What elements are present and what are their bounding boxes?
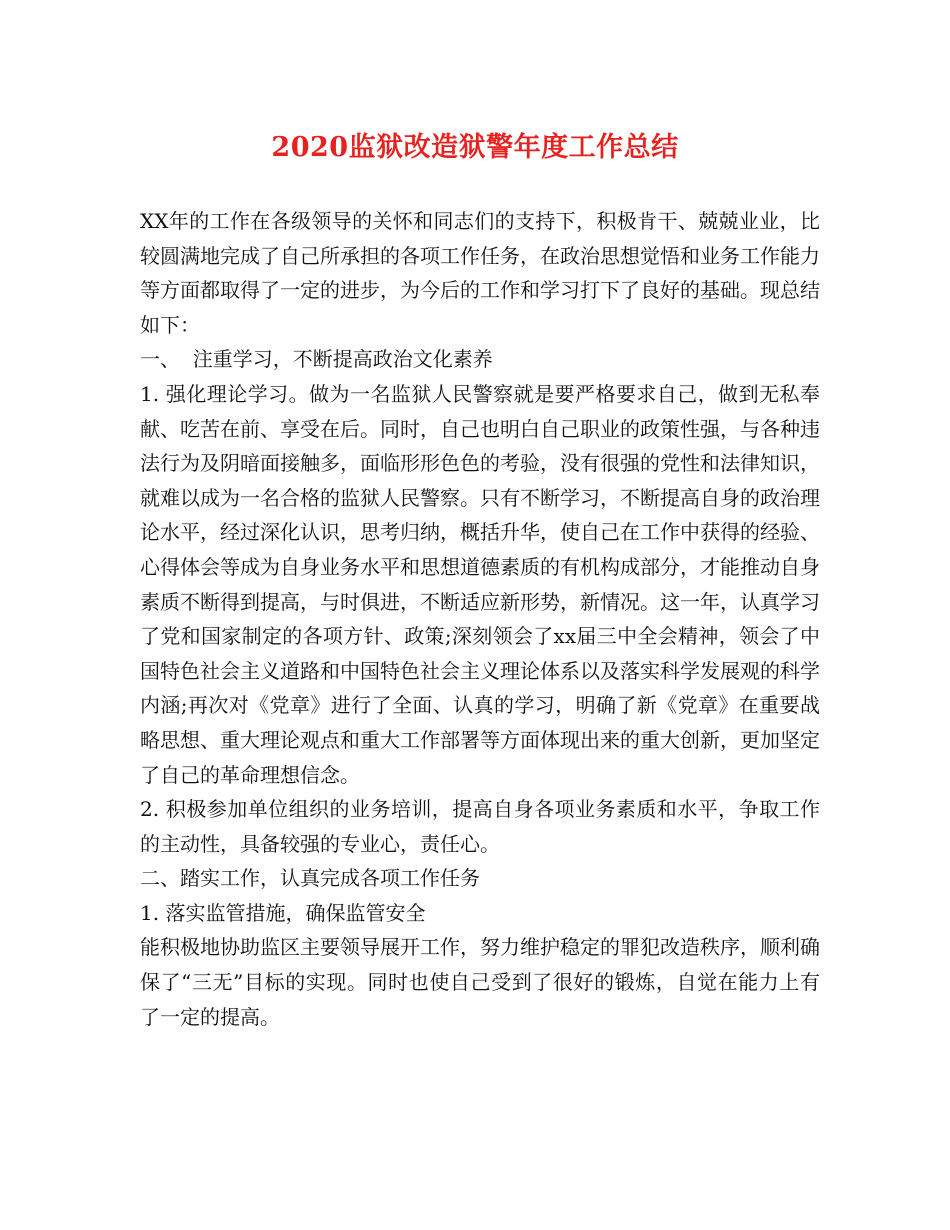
paragraph-training: 2. 积极参加单位组织的业务培训，提高自身各项业务素质和水平，争取工作的主动性，具备较强的专业心，责任心。	[140, 797, 820, 856]
subheading-supervision: 1. 落实监管措施，确保监管安全	[140, 900, 426, 925]
document-title: 2020监狱改造狱警年度工作总结	[271, 132, 679, 163]
section-heading-2: 二、踏实工作，认真完成各项工作任务	[140, 866, 480, 891]
paragraph-theory-study: 1. 强化理论学习。做为一名监狱人民警察就是要严格要求自己，做到无私奉献、吃苦在前、享受在后。同时，自己也明白自己职业的政策性强，与各种违法行为及阴暗面接触多，面临形形色色的考验，没有很强的党性和法律知识，就难以成为一名合格的监狱人民警察。只有不断学习，不断提高自身的政治理论水平，经过深化认识，思考归纳，概括升华，使自己在工作中获得的经验、心得体会等成为自身业务水平和思想道德素质的有机构成部分，才能推动自身素质不断得到提高，与时俱进，不断适应新形势，新情况。这一年，认真学习了党和国家制定的各项方针、政策;深刻领会了xx届三中全会精神，领会了中国特色社会主义道路和中国特色社会主义理论体系以及落实科学发展观的科学内涵;再次对《党章》进行了全面、认真的学习，明确了新《党章》在重要战略思想、重大理论观点和重大工作部署等方面体现出来的重大创新，更加坚定了自己的革命理想信念。	[140, 381, 820, 787]
document-body	[140, 204, 820, 1034]
paragraph-supervision: 能积极地协助监区主要领导展开工作，努力维护稳定的罪犯改造秩序，顺利确保了“三无”目标的实现。同时也使自己受到了很好的锻炼，自觉在能力上有了一定的提高。	[140, 935, 820, 1029]
section-heading-1: 一、 注重学习，不断提高政治文化素养	[140, 347, 493, 372]
paragraph-intro: XX年的工作在各级领导的关怀和同志们的支持下，积极肯干、兢兢业业，比较圆满地完成了自己所承担的各项工作任务，在政治思想觉悟和业务工作能力等方面都取得了一定的进步，为今后的工作和学习打下了良好的基础。现总结如下：	[140, 209, 820, 337]
